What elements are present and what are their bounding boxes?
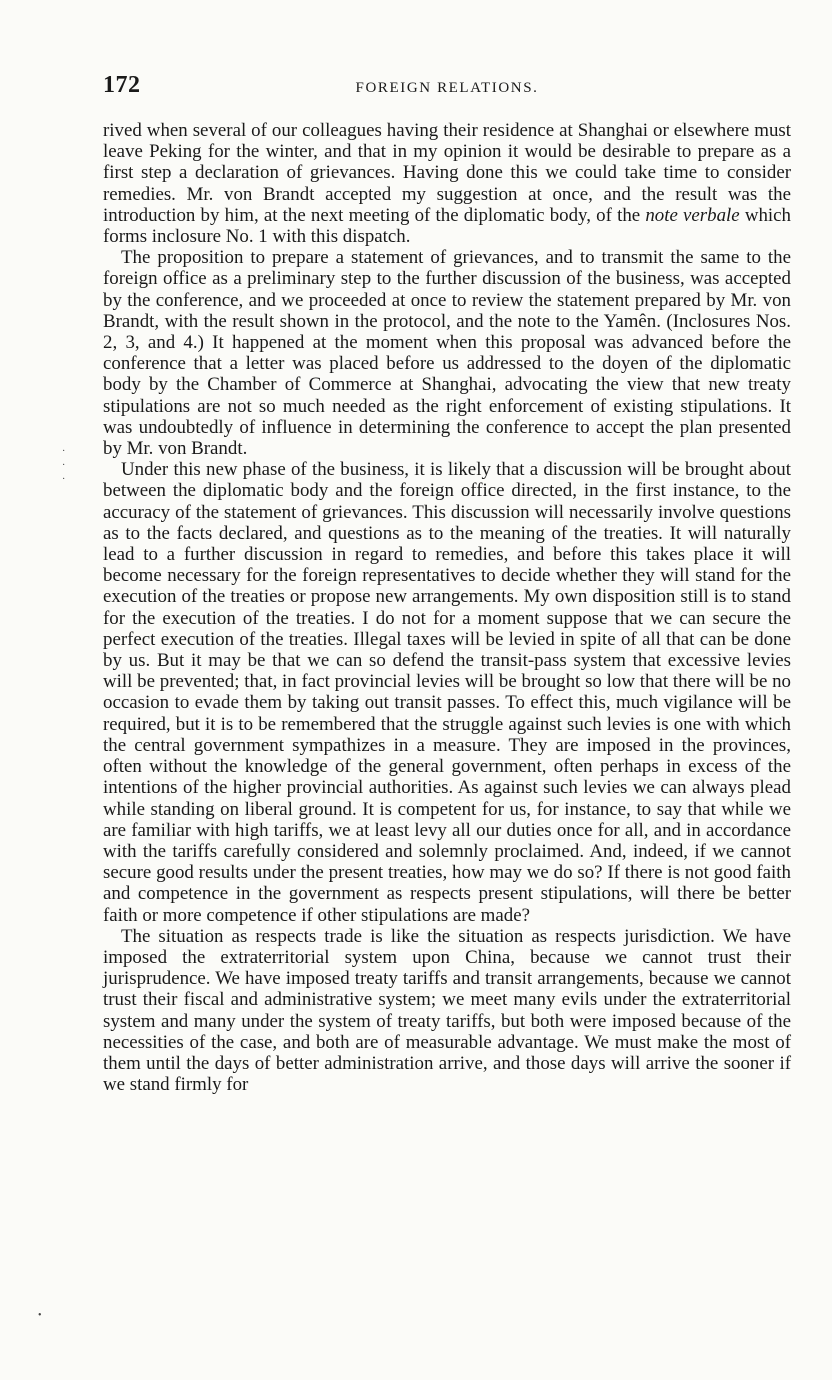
page-number: 172: [103, 72, 141, 98]
paragraph-4: The situation as respects trade is like the situation as respects jurisdiction. We have imposed the extraterritorial system upon China, because we cannot trust their jurisprudence. We have imposed treaty tariffs and transit arrangements, because we cannot trust their fiscal and administrative system; we meet many evils under the extraterritorial system and many under the system of treaty tariffs, but both were imposed because of the necessities of the case, and both are of measurable advantage. We must make the most of them until the days of better administration arrive, and those days will arrive the sooner if we stand firmly for: [103, 925, 791, 1096]
running-head: FOREIGN RELATIONS.: [355, 80, 539, 96]
stray-speck: •: [38, 1310, 42, 1321]
paragraph-1-text-b: which forms inclosure No. 1 with this dispatch.: [103, 204, 792, 248]
paragraph-1-italic: note verbale: [645, 204, 740, 226]
page-header: [103, 72, 791, 106]
body-text: [103, 120, 791, 1095]
paragraph-1: [103, 120, 791, 247]
paragraph-2: The proposition to prepare a statement of grievances, and to transmit the same to the foreign office as a preliminary step to the further discussion of the business, was accepted by the conference, and we proceeded at once to review the statement prepared by Mr. von Brandt, with the result shown in the protocol, and the note to the Yamên. (Inclosures Nos. 2, 3, and 4.) It happened at the moment when this proposal was advanced before the conference that a letter was placed before us addressed to the doyen of the diplomatic body by the Chamber of Commerce at Shanghai, advocating the view that new treaty stipulations are not so much needed as the right enforcement of existing stipulations. It was undoubtedly of influence in determining the conference to accept the plan presented by Mr. von Brandt.: [103, 247, 791, 460]
margin-specks: · · ·: [62, 446, 66, 485]
paragraph-3: Under this new phase of the business, it is likely that a discussion will be brought about between the diplomatic body and the foreign office directed, in the first instance, to the accuracy of the statement of grievances. This discussion will necessarily involve questions as to the facts declared, and questions as to the meaning of the treaties. It will naturally lead to a further discussion in regard to remedies, and before this takes place it will become necessary for the foreign representatives to decide whether they will stand for the execution of the treaties or propose new arrangements. My own disposition still is to stand for the execution of the treaties. I do not for a moment suppose that we can secure the perfect execution of the treaties. Illegal taxes will be levied in spite of all that can be done by us. But it may be that we can so defend the transit-pass system that excessive levies will be prevented; that, in fact provincial levies will be brought so low that there will be no occasion to evade them by taking out transit passes. To effect this, much vigilance will be required, but it is to be remembered that the struggle against such levies is one with which the central government sympathizes in a measure. They are imposed in the provinces, often without the knowledge of the general government, often perhaps in excess of the intentions of the higher provincial authorities. As against such levies we can always plead while standing on liberal ground. It is competent for us, for instance, to say that while we are familiar with high tariffs, we at least levy all our duties once for all, and in accordance with the tariffs carefully considered and solemnly proclaimed. And, indeed, if we cannot secure good results under the present treaties, how may we do so? If there is not good faith and competence in the government as respects present stipulations, will there be better faith or more competence if other stipulations are made?: [103, 459, 791, 926]
document-page: [103, 72, 791, 1095]
paragraph-1-text-a: rived when several of our colleagues having their residence at Shanghai or elsewhere must leave Peking for the winter, and that in my opinion it would be desirable to prepare as a first step a declaration of grievances. Having done this we could take time to consider remedies. Mr. von Brandt accepted my suggestion at once, and the result was the introduction by him, at the next meeting of the diplomatic body, of the: [103, 120, 791, 226]
